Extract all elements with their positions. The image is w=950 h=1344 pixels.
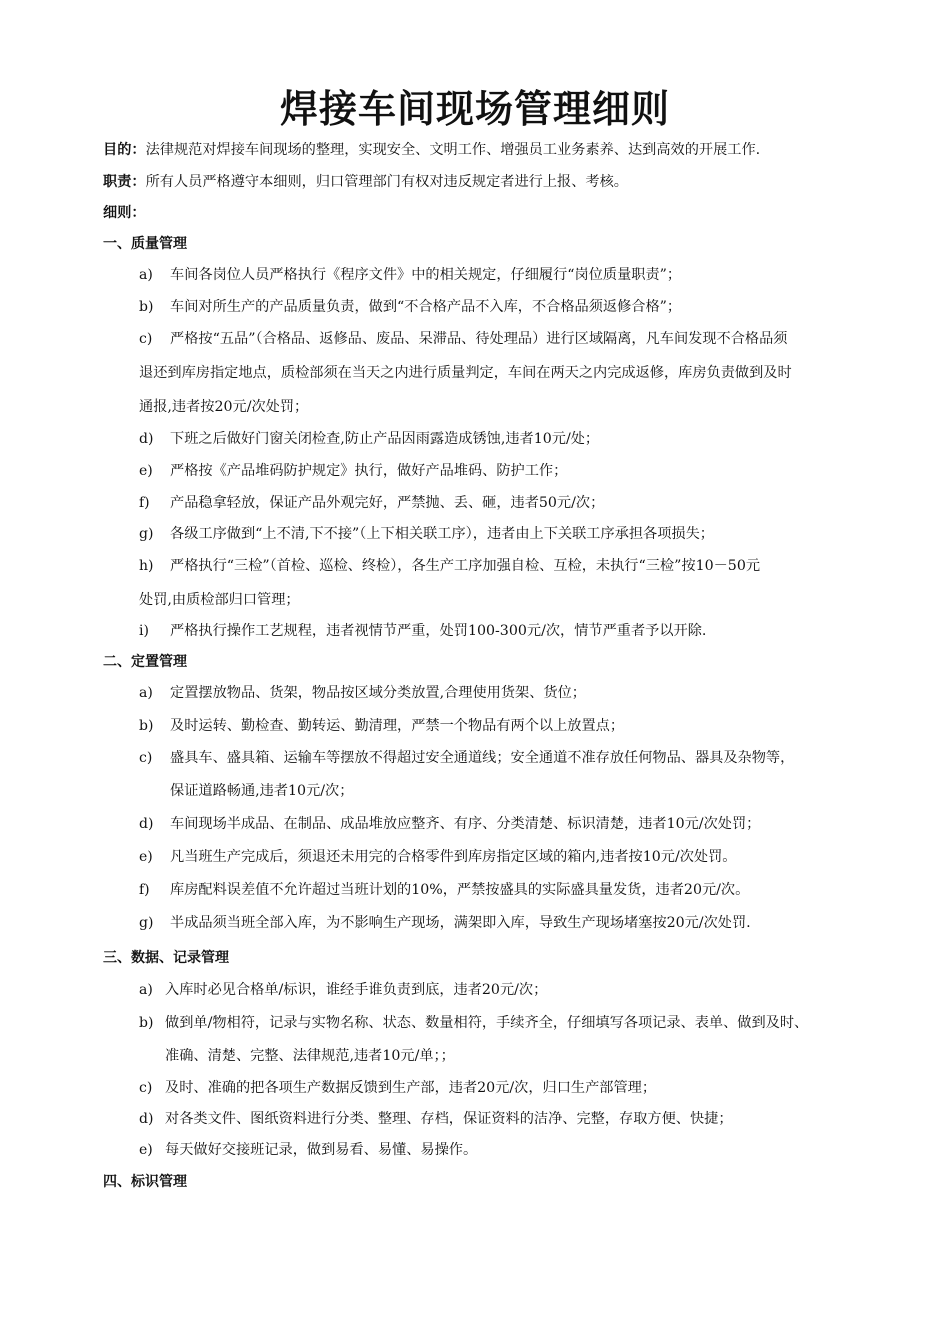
list-item-text: 入库时必见合格单/标识，谁经手谁负责到底，违者20元/次； — [165, 982, 548, 998]
list-item-label: c) — [139, 750, 153, 766]
list-item-label: e) — [139, 463, 153, 479]
list-item-text: 下班之后做好门窗关闭检查,防止产品因雨露造成锈蚀,违者10元/处； — [170, 431, 600, 447]
list-item-label: c) — [139, 1080, 153, 1096]
document-title: 焊接车间现场管理细则 — [279, 87, 670, 131]
section-heading: 三、数据、记录管理 — [103, 950, 229, 966]
list-item-text-continued: 保证道路畅通,违者10元/次； — [170, 783, 354, 799]
list-item-text: 每天做好交接班记录，做到易看、易懂、易操作。 — [165, 1142, 478, 1158]
list-item-label: d) — [139, 1111, 154, 1127]
list-item-label: e) — [139, 849, 153, 865]
section-heading: 四、标识管理 — [103, 1174, 187, 1190]
list-item-text-continued: 退还到库房指定地点，质检部须在当天之内进行质量判定，车间在两天之内完成返修，库房负责做到及时 — [139, 365, 792, 381]
list-item-label: a) — [139, 267, 153, 283]
purpose-text: 法律规范对焊接车间现场的整理，实现安全、文明工作、增强员工业务素养、达到高效的开展工作. — [145, 142, 761, 158]
list-item-text: 严格执行“三检”（首检、巡检、终检），各生产工序加强自检、互检，未执行“三检”按10－50元 — [170, 558, 761, 574]
list-item-text: 定置摆放物品、货架，物品按区域分类放置,合理使用货架、货位； — [170, 685, 586, 701]
list-item-label: g) — [139, 915, 154, 931]
list-item-text: 严格按《产品堆码防护规定》执行，做好产品堆码、防护工作； — [170, 463, 568, 479]
list-item-text: 严格按“五品”（合格品、返修品、废品、呆滞品、待处理品）进行区域隔离，凡车间发现不合格品须 — [170, 331, 788, 347]
list-item-label: a) — [139, 982, 153, 998]
list-item-text-continued: 通报,违者按20元/次处罚； — [139, 399, 309, 415]
list-item-text: 及时、准确的把各项生产数据反馈到生产部，违者20元/次，归口生产部管理； — [165, 1080, 657, 1096]
list-item-label: g) — [139, 526, 154, 542]
list-item-text: 凡当班生产完成后，须退还未用完的合格零件到库房指定区域的箱内,违者按10元/次处罚。 — [170, 849, 737, 865]
purpose-label: 目的： — [103, 142, 146, 158]
list-item-text: 车间现场半成品、在制品、成品堆放应整齐、有序、分类清楚、标识清楚，违者10元/次处罚； — [170, 816, 761, 832]
list-item-label: b) — [139, 299, 154, 315]
duty-label: 职责： — [103, 174, 146, 190]
list-item-label: d) — [139, 431, 154, 447]
list-item-text: 半成品须当班全部入库，为不影响生产现场，满架即入库，导致生产现场堵塞按20元/次处罚. — [170, 915, 751, 931]
rules-label: 细则： — [103, 205, 146, 221]
list-item-text: 车间对所生产的产品质量负责，做到“不合格产品不入库，不合格品须返修合格”； — [170, 299, 682, 315]
list-item-text: 严格执行操作工艺规程，违者视情节严重，处罚100-300元/次，情节严重者予以开除. — [170, 623, 707, 639]
list-item-text: 车间各岗位人员严格执行《程序文件》中的相关规定，仔细履行“岗位质量职责”； — [170, 267, 682, 283]
list-item-text: 产品稳拿轻放，保证产品外观完好，严禁抛、丢、砸，违者50元/次； — [170, 495, 605, 511]
list-item-text: 做到单/物相符，记录与实物名称、状态、数量相符，手续齐全，仔细填写各项记录、表单、做到及时、 — [165, 1015, 809, 1031]
list-item-label: f) — [139, 882, 150, 898]
list-item-label: b) — [139, 718, 154, 734]
list-item-label: h) — [139, 558, 154, 574]
list-item-text-continued: 准确、清楚、完整、法律规范,违者10元/单；； — [165, 1048, 455, 1064]
list-item-label: a) — [139, 685, 153, 701]
section-heading: 二、定置管理 — [103, 654, 187, 670]
list-item-label: d) — [139, 816, 154, 832]
list-item-text: 各级工序做到“上不清,下不接”（上下相关联工序），违者由上下关联工序承担各项损失； — [170, 526, 714, 542]
list-item-label: c) — [139, 331, 153, 347]
list-item-text: 盛具车、盛具箱、运输车等摆放不得超过安全通道线；安全通道不准存放任何物品、器具及杂物等， — [170, 750, 795, 766]
duty-text: 所有人员严格遵守本细则，归口管理部门有权对违反规定者进行上报、考核。 — [145, 174, 628, 190]
list-item-label: e) — [139, 1142, 153, 1158]
list-item-text: 及时运转、勤检查、勤转运、勤清理，严禁一个物品有两个以上放置点； — [170, 718, 625, 734]
section-heading: 一、质量管理 — [103, 236, 187, 252]
purpose-line — [103, 140, 760, 160]
list-item-label: b) — [139, 1015, 154, 1031]
list-item-label: i) — [139, 623, 149, 639]
list-item-text: 库房配料误差值不允许超过当班计划的10%，严禁按盛具的实际盛具量发货，违者20元/次。 — [170, 882, 750, 898]
list-item-text-continued: 处罚,由质检部归口管理； — [139, 592, 300, 608]
duty-line — [103, 172, 628, 192]
list-item-text: 对各类文件、图纸资料进行分类、整理、存档，保证资料的洁净、完整，存取方便、快捷； — [165, 1111, 733, 1127]
list-item-label: f) — [139, 495, 150, 511]
